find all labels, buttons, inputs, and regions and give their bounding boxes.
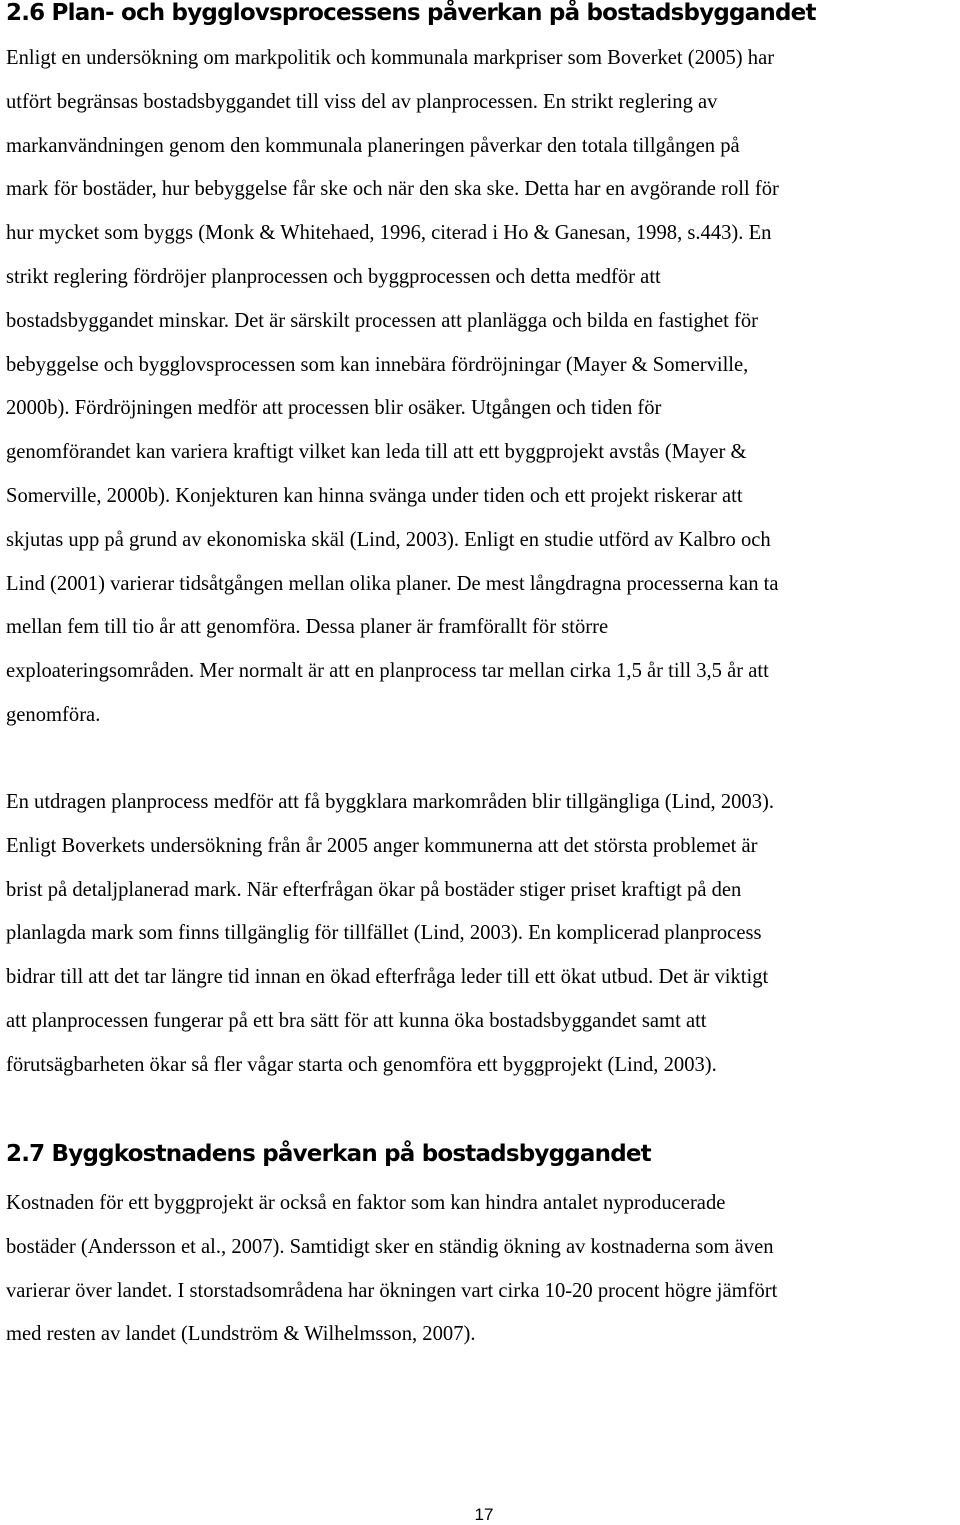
text-line: Enligt Boverkets undersökning från år 2005 anger kommunerna att det största problemet är <box>6 834 758 857</box>
text-line: Enligt en undersökning om markpolitik och kommunala markpriser som Boverket (2005) har <box>6 47 775 69</box>
text-line: förutsägbarheten ökar så fler vågar starta och genomföra ett byggprojekt (Lind, 2003). <box>6 1053 717 1076</box>
text-line: planlagda mark som finns tillgänglig för tillfället (Lind, 2003). En komplicerad planprocess <box>6 922 762 945</box>
section-heading-2-6: 2.6 Plan- och bygglovsprocessens påverkan på bostadsbyggandet <box>6 0 816 26</box>
text-line: med resten av landet (Lundström & Wilhelmsson, 2007). <box>6 1323 476 1346</box>
text-line: strikt reglering fördröjer planprocessen och byggprocessen och detta medför att <box>6 265 661 288</box>
text-line: genomförandet kan variera kraftigt vilket kan leda till att ett byggprojekt avstås (Mayer & <box>6 441 747 464</box>
text-line: skjutas upp på grund av ekonomiska skäl (Lind, 2003). Enligt en studie utförd av Kalbro och <box>6 528 771 551</box>
section-2-7-paragraph-1 <box>6 1182 960 1357</box>
text-line: Lind (2001) varierar tidsåtgången mellan olika planer. De mest långdragna processerna kan ta <box>6 572 779 595</box>
page-number: 17 <box>474 1505 494 1524</box>
text-line: mark för bostäder, hur bebyggelse får ske och när den ska ske. Detta har en avgörande roll för <box>6 178 779 201</box>
text-line: bebyggelse och bygglovsprocessen som kan innebära fördröjningar (Mayer & Somerville, <box>6 353 749 376</box>
text-line: att planprocessen fungerar på ett bra sätt för att kunna öka bostadsbyggandet samt att <box>6 1009 707 1032</box>
text-line: Somerville, 2000b). Konjekturen kan hinna svänga under tiden och ett projekt riskerar att <box>6 484 743 507</box>
section-2-6-paragraph-2 <box>6 781 960 1088</box>
text-line: Kostnaden för ett byggprojekt är också en faktor som kan hindra antalet nyproducerade <box>6 1192 726 1214</box>
text-line: exploateringsområden. Mer normalt är att en planprocess tar mellan cirka 1,5 år till 3,5 år att <box>6 660 769 683</box>
text-line: varierar över landet. I storstadsområdena har ökningen vart cirka 10-20 procent högre jämfört <box>6 1279 778 1302</box>
text-line: markanvändningen genom den kommunala planeringen påverkar den totala tillgången på <box>6 134 740 157</box>
text-line: mellan fem till tio år att genomföra. Dessa planer är framförallt för större <box>6 616 609 639</box>
text-line: En utdragen planprocess medför att få byggklara markområden blir tillgängliga (Lind, 2003). <box>6 791 775 813</box>
text-line: utfört begränsas bostadsbyggandet till viss del av planprocessen. En strikt reglering av <box>6 90 718 113</box>
text-line: brist på detaljplanerad mark. När efterfrågan ökar på bostäder stiger priset kraftigt på den <box>6 878 742 901</box>
text-line: bidrar till att det tar längre tid innan en ökad efterfråga leder till ett ökat utbud. Det är viktigt <box>6 966 769 989</box>
text-line: 2000b). Fördröjningen medför att processen blir osäker. Utgången och tiden för <box>6 397 662 420</box>
text-line: genomföra. <box>6 703 101 726</box>
text-line: hur mycket som byggs (Monk & Whitehaed, 1996, citerad i Ho & Ganesan, 1998, s.443). En <box>6 222 772 245</box>
text-line: bostadsbyggandet minskar. Det är särskilt processen att planlägga och bilda en fastighet för <box>6 309 759 332</box>
section-heading-2-7: 2.7 Byggkostnadens påverkan på bostadsbyggandet <box>6 1141 651 1167</box>
section-2-6-paragraph-1 <box>6 37 960 738</box>
text-line: bostäder (Andersson et al., 2007). Samtidigt sker en ständig ökning av kostnaderna som även <box>6 1235 774 1258</box>
